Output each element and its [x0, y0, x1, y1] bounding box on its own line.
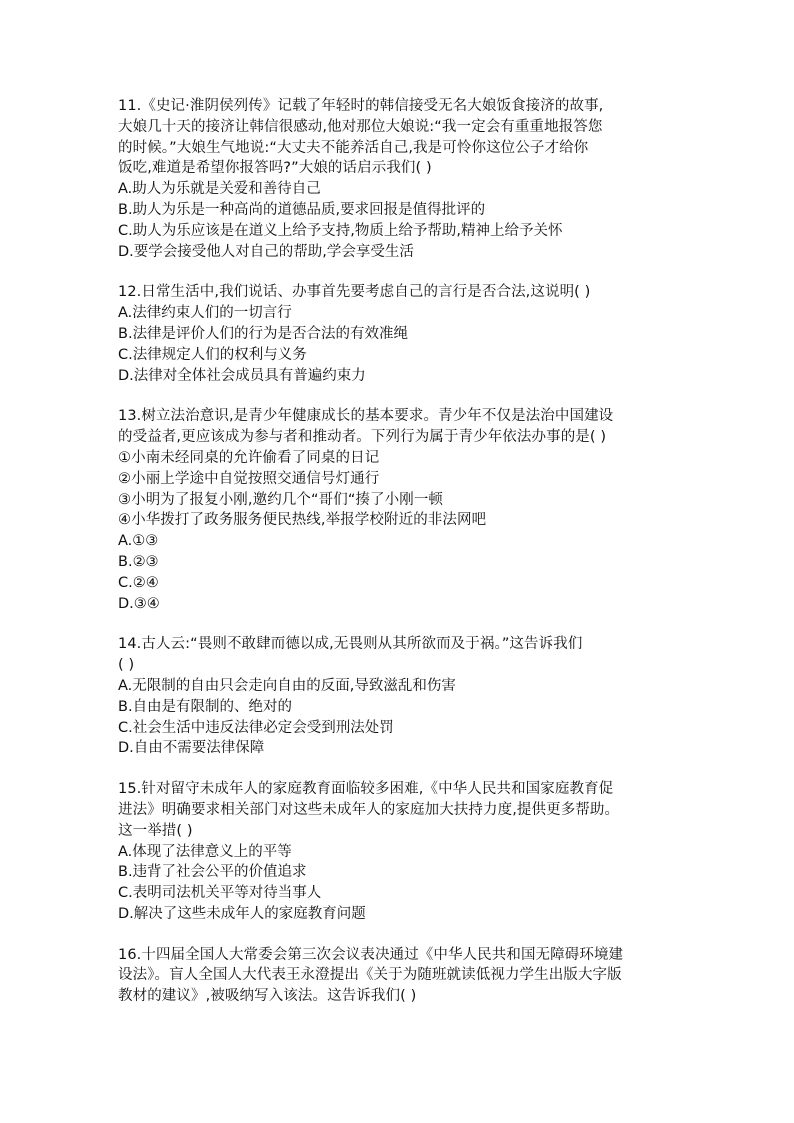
option-letter: B. — [118, 325, 133, 342]
question-stem — [118, 96, 688, 179]
option-c — [118, 221, 688, 242]
question-stem — [118, 779, 688, 841]
option-d — [118, 738, 688, 759]
question-stem — [118, 945, 688, 1007]
option-a — [118, 531, 688, 552]
statement-1: ①小南未经同桌的允许偷看了同桌的日记 — [118, 449, 380, 466]
stem-line: 12.日常生活中,我们说话、办事首先要考虑自己的言行是否合法,这说明( ) — [118, 284, 591, 301]
stem-line: 设法》。盲人全国人大代表王永澄提出《关于为随班就读低视力学生出版大字版 — [118, 967, 622, 984]
option-letter: C. — [118, 574, 133, 591]
option-text: 法律规定人们的权利与义务 — [132, 346, 307, 363]
stem-line: 的时候。”大娘生气地说:“大丈夫不能养活自己,我是可怜你这位公子才给你 — [118, 139, 589, 156]
option-letter: A. — [118, 677, 133, 694]
option-b — [118, 862, 688, 883]
statement-4: ④小华拨打了政务服务便民热线,举报学校附近的非法网吧 — [118, 512, 487, 529]
stem-line: 16.十四届全国人大常委会第三次会议表决通过《中华人民共和国无障碍环境建 — [118, 946, 624, 963]
option-letter: A. — [118, 843, 133, 860]
option-c — [118, 573, 688, 594]
option-a — [118, 179, 688, 200]
stem-line: 大娘几十天的接济让韩信很感动,他对那位大娘说:“我一定会有重重地报答您 — [118, 118, 603, 135]
question-13 — [118, 406, 688, 614]
question-stem — [118, 282, 688, 303]
option-letter: B. — [118, 864, 133, 881]
stem-line: 15.针对留守未成年人的家庭教育面临较多困难,《中华人民共和国家庭教育促 — [118, 781, 614, 798]
option-text: 解决了这些未成年人的家庭教育问题 — [133, 905, 366, 922]
option-b — [118, 697, 688, 718]
option-d — [118, 594, 688, 615]
option-d — [118, 366, 688, 387]
option-text: 体现了法律意义上的平等 — [132, 843, 292, 860]
option-a — [118, 842, 688, 863]
stem-line: 13.树立法治意识,是青少年健康成长的基本要求。青少年不仅是法治中国建设 — [118, 408, 614, 425]
stem-line: 这一举措( ) — [118, 822, 193, 839]
option-a — [118, 303, 688, 324]
option-b — [118, 200, 688, 221]
option-text: ②④ — [132, 574, 159, 591]
option-text: 表明司法机关平等对待当事人 — [132, 885, 322, 902]
option-letter: D. — [118, 367, 134, 384]
option-letter: B. — [118, 553, 133, 570]
question-14 — [118, 634, 688, 759]
option-text: 要学会接受他人对自己的帮助,学会享受生活 — [133, 243, 414, 260]
option-letter: B. — [118, 698, 133, 715]
option-a — [118, 676, 688, 697]
statement-3: ③小明为了报复小刚,邀约几个“哥们“揍了小刚一顿 — [118, 491, 444, 508]
option-text: 法律是评价人们的行为是否合法的有效准绳 — [132, 325, 409, 342]
option-text: ①③ — [132, 533, 159, 550]
option-c — [118, 883, 688, 904]
option-letter: A. — [118, 533, 133, 550]
option-text: 助人为乐就是关爱和善待自己 — [132, 181, 321, 198]
option-text: 违背了社会公平的价值追求 — [132, 864, 307, 881]
option-text: ②③ — [132, 553, 159, 570]
option-letter: D. — [118, 595, 134, 612]
option-text: 助人为乐应该是在道义上给予支持,物质上给予帮助,精神上给予关怀 — [132, 222, 563, 239]
stem-line: 饭吃,难道是希望你报答吗?”大娘的话启示我们( ) — [118, 160, 432, 177]
stem-line: 的受益者,更应该成为参与者和推动者。下列行为属于青少年依法办事的是( ) — [118, 429, 607, 446]
stem-line: ( ) — [118, 657, 135, 674]
question-11 — [118, 96, 688, 262]
option-b — [118, 324, 688, 345]
question-stem — [118, 634, 688, 676]
stem-line: 11.《史记·淮阴侯列传》记载了年轻时的韩信接受无名大娘饭食接济的故事, — [118, 98, 604, 114]
option-text: 自由是有限制的、绝对的 — [132, 698, 293, 715]
stem-line: 14.古人云:“畏则不敢肆而德以成,无畏则从其所欲而及于祸。”这告诉我们 — [118, 636, 583, 653]
stem-line: 进法》明确要求相关部门对这些未成年人的家庭加大扶持力度,提供更多帮助。 — [118, 801, 620, 818]
option-letter: B. — [118, 201, 133, 218]
option-letter: D. — [118, 740, 134, 757]
option-letter: D. — [118, 905, 134, 922]
option-letter: C. — [118, 346, 133, 363]
option-letter: A. — [118, 181, 133, 198]
option-text: ③④ — [133, 595, 160, 612]
option-letter: C. — [118, 222, 133, 239]
option-letter: A. — [118, 305, 133, 322]
question-12 — [118, 282, 688, 386]
option-c — [118, 718, 688, 739]
option-c — [118, 345, 688, 366]
question-16 — [118, 945, 688, 1007]
stem-line: 教材的建议》,被吸纳写入该法。这告诉我们( ) — [118, 988, 417, 1005]
option-d — [118, 242, 688, 263]
option-text: 法律对全体社会成员具有普遍约束力 — [133, 367, 366, 384]
question-list — [118, 96, 688, 1027]
option-letter: C. — [118, 885, 133, 902]
option-letter: D. — [118, 243, 134, 260]
option-text: 助人为乐是一种高尚的道德品质,要求回报是值得批评的 — [132, 201, 486, 218]
statement-2: ②小丽上学途中自觉按照交通信号灯通行 — [118, 470, 380, 487]
option-text: 自由不需要法律保障 — [133, 740, 265, 757]
question-stem — [118, 406, 688, 531]
option-text: 无限制的自由只会走向自由的反面,导致滋乱和伤害 — [132, 677, 456, 694]
option-text: 法律约束人们的一切言行 — [132, 305, 292, 322]
option-letter: C. — [118, 719, 133, 736]
option-text: 社会生活中违反法律必定会受到刑法处罚 — [132, 719, 394, 736]
question-15 — [118, 779, 688, 925]
option-d — [118, 904, 688, 925]
option-b — [118, 552, 688, 573]
